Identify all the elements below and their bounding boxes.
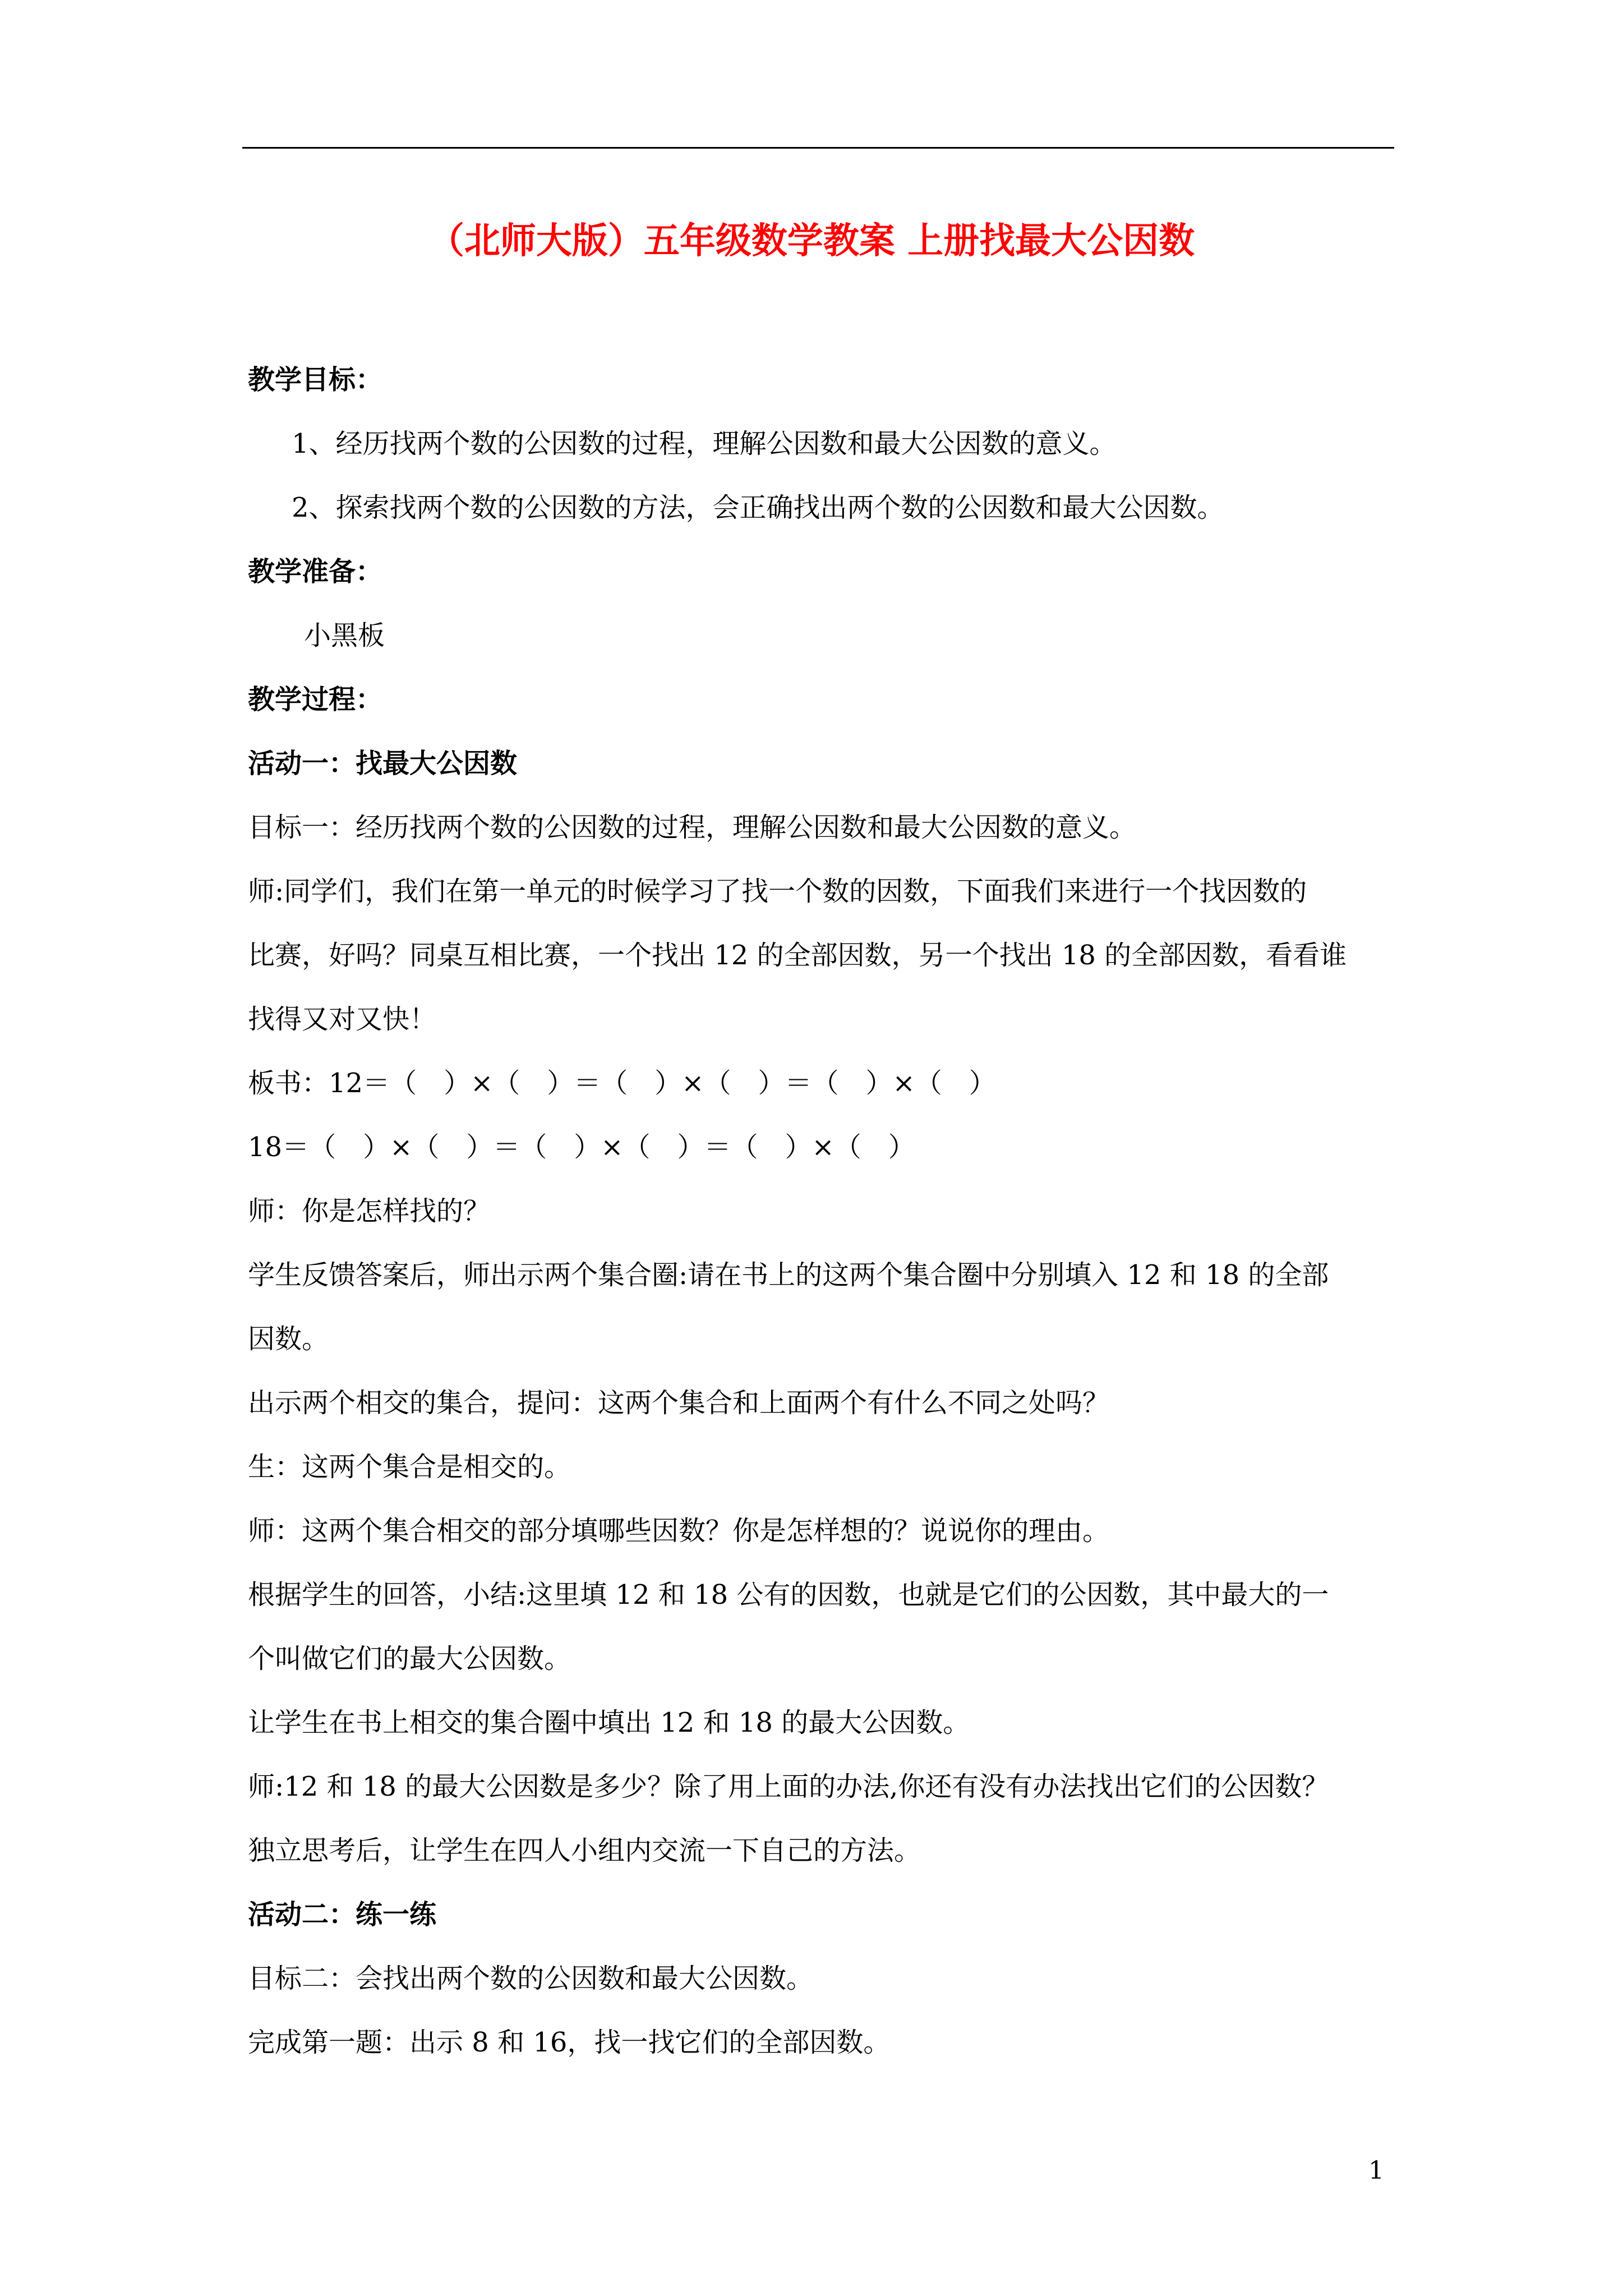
document-title: （北师大版）五年级数学教案 上册找最大公因数 — [428, 220, 1195, 262]
paragraph-line: 出示两个相交的集合，提问：这两个集合和上面两个有什么不同之处吗？ — [248, 1387, 1110, 1419]
paragraph-line: 师:12 和 18 的最大公因数是多少？除了用上面的办法,你还有没有办法找出它们的公因数？ — [248, 1771, 1329, 1802]
paragraph-line: 因数。 — [248, 1323, 329, 1355]
activity-heading: 活动一：找最大公因数 — [248, 748, 518, 779]
paragraph-line: 个叫做它们的最大公因数。 — [248, 1643, 571, 1674]
objective-item: 1、经历找两个数的公因数的过程，理解公因数和最大公因数的意义。 — [292, 428, 1117, 459]
paragraph-line: 师：这两个集合相交的部分填哪些因数？你是怎样想的？说说你的理由。 — [248, 1515, 1110, 1547]
paragraph-line: 找得又对又快！ — [248, 1004, 437, 1035]
objective-item: 2、探索找两个数的公因数的方法，会正确找出两个数的公因数和最大公因数。 — [292, 492, 1224, 523]
paragraph-line: 独立思考后，让学生在四人小组内交流一下自己的方法。 — [248, 1835, 921, 1866]
paragraph-line: 比赛，好吗？同桌互相比赛，一个找出 12 的全部因数，另一个找出 18 的全部因数，看看谁 — [248, 940, 1347, 971]
paragraph-line: 师:同学们，我们在第一单元的时候学习了找一个数的因数，下面我们来进行一个找因数的 — [248, 876, 1307, 907]
activity-heading: 活动二：练一练 — [248, 1899, 437, 1930]
paragraph-line: 目标一：经历找两个数的公因数的过程，理解公因数和最大公因数的意义。 — [248, 812, 1137, 843]
paragraph-line: 让学生在书上相交的集合圈中填出 12 和 18 的最大公因数。 — [248, 1707, 970, 1738]
blackboard-equation: 板书：12＝（ ）×（ ）＝（ ）×（ ）＝（ ）×（ ） — [248, 1068, 996, 1099]
page-number: 1 — [1368, 2156, 1384, 2185]
section-heading-process: 教学过程： — [248, 684, 383, 715]
paragraph-line: 完成第一题：出示 8 和 16，找一找它们的全部因数。 — [248, 2027, 891, 2058]
preparation-item: 小黑板 — [304, 620, 385, 651]
document-body — [248, 348, 1392, 2074]
section-heading-preparation: 教学准备： — [248, 556, 383, 587]
paragraph-line: 目标二：会找出两个数的公因数和最大公因数。 — [248, 1963, 814, 1994]
blackboard-equation: 18＝（ ）×（ ）＝（ ）×（ ）＝（ ）×（ ） — [248, 1131, 915, 1163]
header-rule — [242, 147, 1394, 149]
paragraph-line: 根据学生的回答，小结:这里填 12 和 18 公有的因数，也就是它们的公因数，其中最大的一 — [248, 1579, 1329, 1611]
paragraph-line: 学生反馈答案后，师出示两个集合圈:请在书上的这两个集合圈中分别填入 12 和 18 的全部 — [248, 1259, 1329, 1291]
paragraph-line: 师：你是怎样找的？ — [248, 1195, 491, 1227]
section-heading-objectives: 教学目标： — [248, 364, 383, 395]
paragraph-line: 生：这两个集合是相交的。 — [248, 1451, 571, 1483]
